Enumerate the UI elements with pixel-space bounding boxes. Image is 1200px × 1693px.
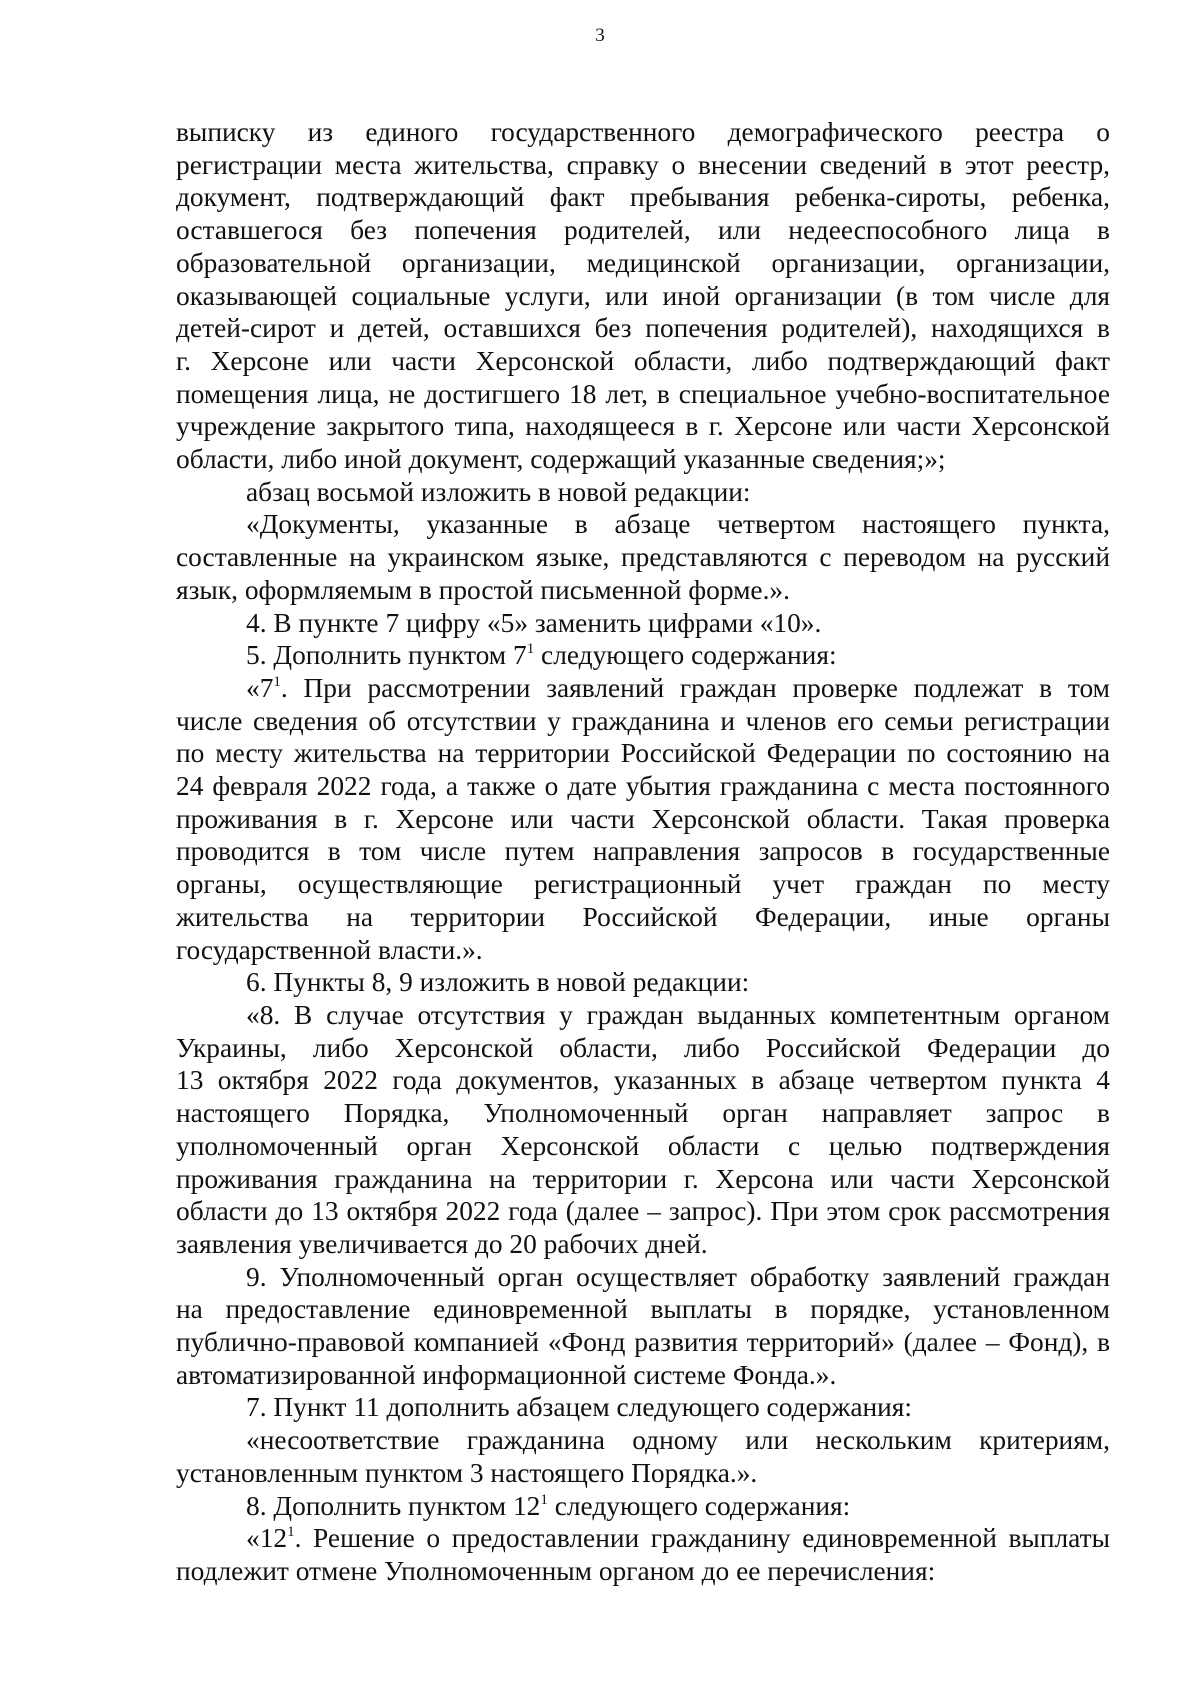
text-line xyxy=(176,508,1110,541)
text-run: абзац восьмой изложить в новой редакции: xyxy=(246,476,751,507)
text-line xyxy=(176,1326,1110,1359)
text-run: заявления увеличивается до 20 рабочих дней. xyxy=(176,1228,708,1259)
text-line xyxy=(176,312,1110,345)
text-run: органы, осуществляющие регистрационный учет граждан по месту xyxy=(176,869,1110,900)
text-line xyxy=(176,1424,1110,1457)
text-run: на предоставление единовременной выплаты в порядке, установленном xyxy=(176,1294,1110,1325)
text-run: подлежит отмене Уполномоченным органом до ее перечисления: xyxy=(176,1555,936,1586)
text-line xyxy=(176,999,1110,1032)
text-line xyxy=(176,247,1110,280)
superscript: 1 xyxy=(526,641,535,658)
text-line xyxy=(176,476,1110,509)
superscript: 1 xyxy=(540,1491,548,1508)
text-line xyxy=(176,639,1110,672)
text-run: государственной власти.». xyxy=(176,934,483,965)
text-line xyxy=(176,181,1110,214)
text-run: г. Херсоне или части Херсонской области, либо подтверждающий факт xyxy=(176,345,1110,376)
text-run: 24 февраля 2022 года, а также о дате убытия гражданина с места постоянного xyxy=(176,771,1110,802)
text-line xyxy=(176,149,1110,182)
text-run: жительства на территории Российской Федерации, иные органы xyxy=(176,901,1110,932)
text-run: учреждение закрытого типа, находящееся в г. Херсоне или части Херсонской xyxy=(176,411,1110,442)
text-line xyxy=(176,1130,1110,1163)
text-run: проживания гражданина на территории г. Херсона или части Херсонской xyxy=(176,1163,1110,1194)
text-run: проводится в том числе путем направления запросов в государственные xyxy=(176,836,1110,867)
text-line xyxy=(176,1097,1110,1130)
text-line xyxy=(176,116,1110,149)
text-run: Украины, либо Херсонской области, либо Российской Федерации до xyxy=(176,1032,1110,1063)
text-line xyxy=(176,1195,1110,1228)
text-line xyxy=(176,1163,1110,1196)
text-line xyxy=(176,1555,1110,1588)
text-run: 9. Уполномоченный орган осуществляет обработку заявлений граждан xyxy=(246,1261,1110,1292)
text-line xyxy=(176,1064,1110,1097)
text-run: регистрации места жительства, справку о внесении сведений в этот реестр, xyxy=(176,149,1110,180)
text-line xyxy=(176,1457,1110,1490)
text-line xyxy=(176,541,1110,574)
text-line xyxy=(176,1391,1110,1424)
text-run: оказывающей социальные услуги, или иной организации (в том числе для xyxy=(176,280,1110,311)
text-run: уполномоченный орган Херсонской области с целью подтверждения xyxy=(176,1130,1110,1161)
text-run: документ, подтверждающий факт пребывания ребенка-сироты, ребенка, xyxy=(176,182,1110,213)
text-line xyxy=(176,1490,1110,1523)
text-line xyxy=(176,835,1110,868)
text-line xyxy=(176,345,1110,378)
superscript: 1 xyxy=(273,673,281,690)
text-run: числе сведения об отсутствии у гражданина и членов его семьи регистрации xyxy=(176,705,1110,736)
text-line xyxy=(176,607,1110,640)
text-run: 6. Пункты 8, 9 изложить в новой редакции: xyxy=(246,967,750,998)
text-run: области, либо иной документ, содержащий указанные сведения;»; xyxy=(176,444,946,475)
text-line xyxy=(176,1228,1110,1261)
text-run: 13 октября 2022 года документов, указанных в абзаце четвертом пункта 4 xyxy=(176,1065,1110,1096)
text-run: детей-сирот и детей, оставшихся без попечения родителей), находящихся в xyxy=(176,313,1110,344)
text-run: 8. Дополнить пунктом 12 xyxy=(246,1490,541,1521)
text-line xyxy=(176,737,1110,770)
text-line xyxy=(176,868,1110,901)
text-run: установленным пунктом 3 настоящего Порядка.». xyxy=(176,1457,758,1488)
text-run: публично-правовой компанией «Фонд развития территорий» (далее – Фонд), в xyxy=(176,1327,1110,1358)
text-line xyxy=(176,1522,1110,1555)
text-run: по месту жительства на территории Российской Федерации по состоянию на xyxy=(176,738,1110,769)
text-run: следующего содержания: xyxy=(534,640,837,671)
text-run: составленные на украинском языке, представляются с переводом на русский xyxy=(176,542,1110,573)
text-run: 4. В пункте 7 цифру «5» заменить цифрами «10». xyxy=(246,607,822,638)
text-run: 7. Пункт 11 дополнить абзацем следующего содержания: xyxy=(246,1392,913,1423)
text-run: 5. Дополнить пунктом 7 xyxy=(246,640,527,671)
text-run: . При рассмотрении заявлений граждан проверке подлежат в том xyxy=(280,672,1110,703)
text-line xyxy=(176,410,1110,443)
text-line xyxy=(176,1293,1110,1326)
text-line xyxy=(176,705,1110,738)
text-run: автоматизированной информационной системе Фонда.». xyxy=(176,1359,837,1390)
page-number: 3 xyxy=(595,25,605,46)
document-body xyxy=(176,116,1110,1588)
text-line xyxy=(176,934,1110,967)
text-run: следующего содержания: xyxy=(547,1490,851,1521)
text-run: «12 xyxy=(246,1523,288,1554)
text-run: проживания в г. Херсоне или части Херсонской области. Такая проверка xyxy=(176,803,1110,834)
text-line xyxy=(176,280,1110,313)
text-line xyxy=(176,1359,1110,1392)
text-line xyxy=(176,770,1110,803)
text-line xyxy=(176,378,1110,411)
superscript: 1 xyxy=(287,1524,295,1541)
text-run: помещения лица, не достигшего 18 лет, в специальное учебно-воспитательное xyxy=(176,378,1110,409)
text-run: оставшегося без попечения родителей, или недееспособного лица в xyxy=(176,215,1110,246)
text-line xyxy=(176,1032,1110,1065)
text-line xyxy=(176,1261,1110,1294)
text-line xyxy=(176,803,1110,836)
text-run: образовательной организации, медицинской организации, организации, xyxy=(176,247,1110,278)
text-line xyxy=(176,901,1110,934)
text-run: «несоответствие гражданина одному или нескольким критериям, xyxy=(246,1425,1110,1456)
text-run: . Решение о предоставлении гражданину единовременной выплаты xyxy=(294,1523,1110,1554)
text-run: «8. В случае отсутствия у граждан выданных компетентным органом xyxy=(246,999,1110,1030)
text-run: язык, оформляемым в простой письменной форме.». xyxy=(176,574,790,605)
text-line xyxy=(176,574,1110,607)
text-line xyxy=(176,443,1110,476)
text-line xyxy=(176,214,1110,247)
text-run: области до 13 октября 2022 года (далее – запрос). При этом срок рассмотрения xyxy=(176,1196,1110,1227)
text-line xyxy=(176,672,1110,705)
text-run: настоящего Порядка, Уполномоченный орган направляет запрос в xyxy=(176,1098,1110,1129)
text-run: «Документы, указанные в абзаце четвертом настоящего пункта, xyxy=(246,509,1110,540)
text-line xyxy=(176,966,1110,999)
text-run: «7 xyxy=(246,672,274,703)
text-run: выписку из единого государственного демографического реестра о xyxy=(176,117,1110,147)
